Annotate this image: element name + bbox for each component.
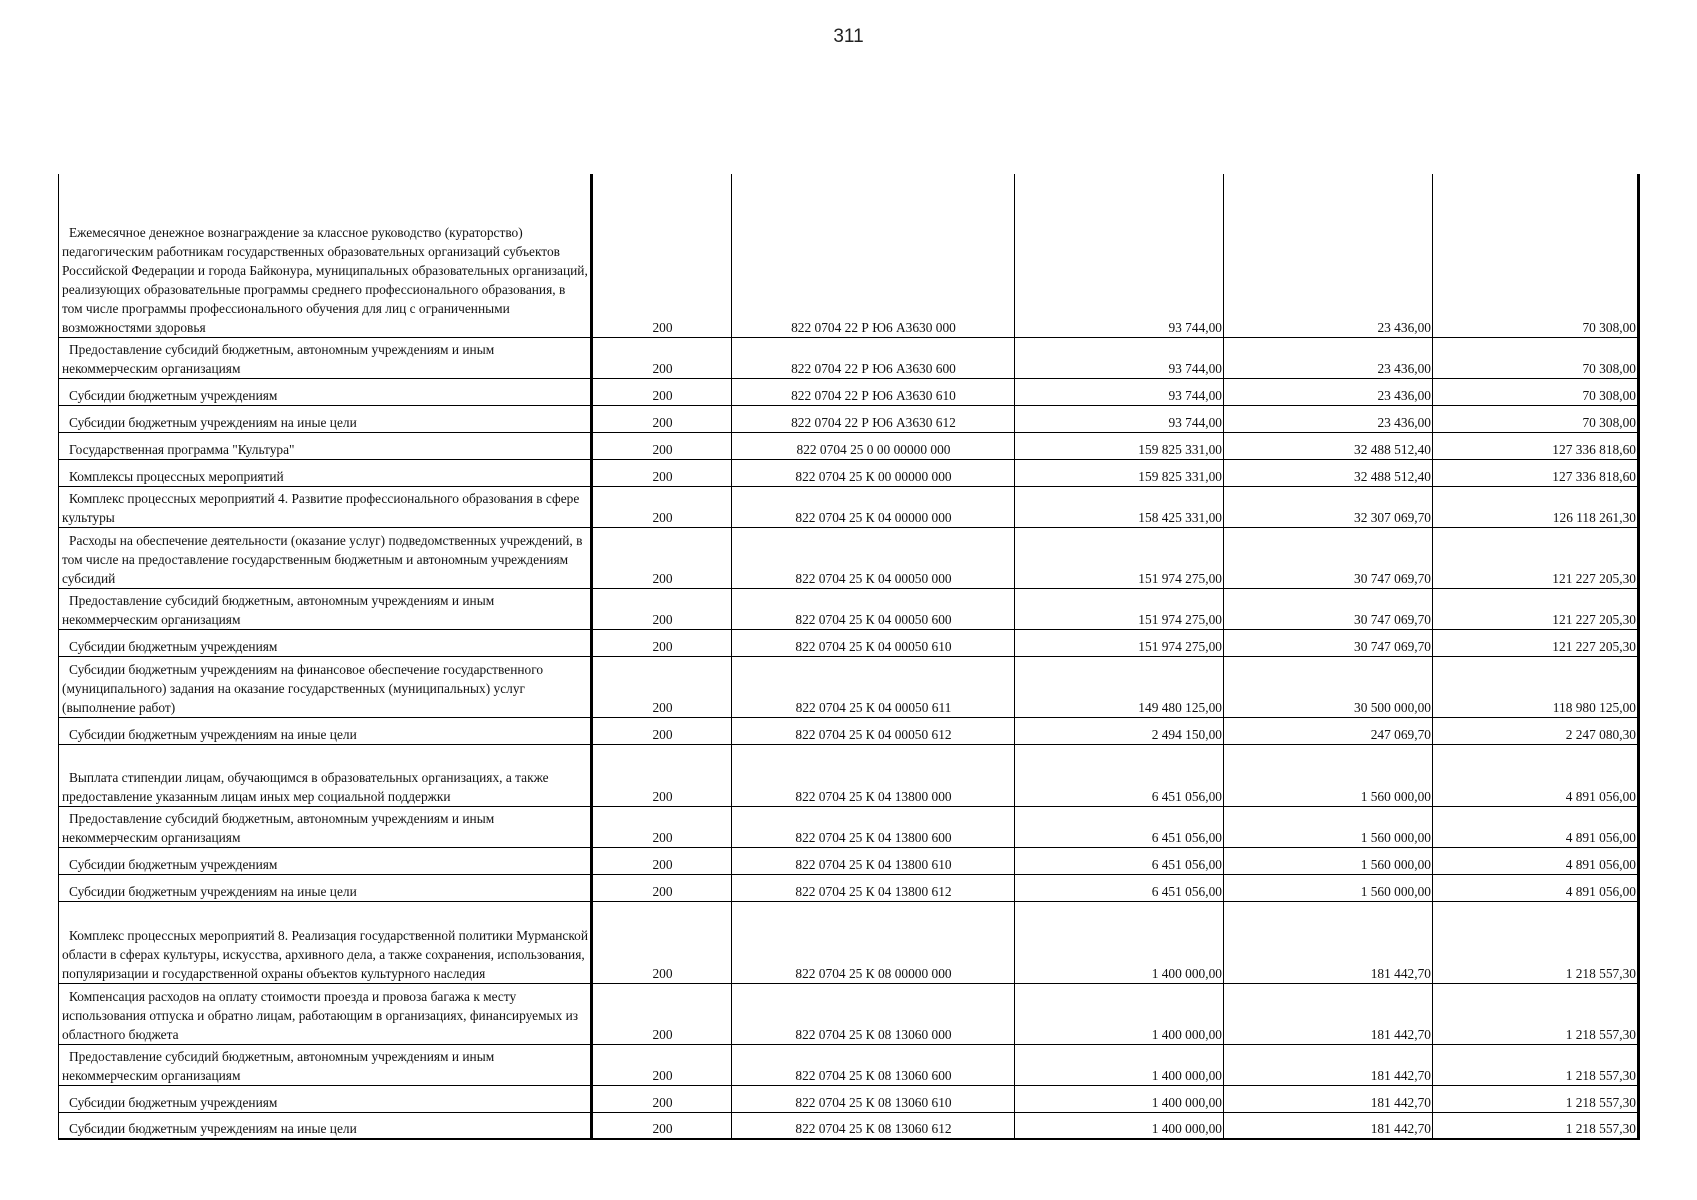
row-remaining-cell: 70 308,00: [1433, 337, 1639, 378]
row-executed-cell: 23 436,00: [1224, 174, 1433, 337]
row-code-cell: 200: [592, 405, 732, 432]
row-name-cell: Компенсация расходов на оплату стоимости проезда и провоза багажа к месту использования отпуска и обратно лицам, работающим в организациях, финансируемых из областного бюджета: [59, 983, 592, 1044]
row-remaining-cell: 70 308,00: [1433, 405, 1639, 432]
row-name-cell: Предоставление субсидий бюджетным, автономным учреждениям и иным некоммерческим организациям: [59, 806, 592, 847]
row-approved-cell: 1 400 000,00: [1015, 983, 1224, 1044]
row-kbk-cell: 822 0704 25 К 04 00050 610: [732, 629, 1015, 656]
row-name-cell: Субсидии бюджетным учреждениям: [59, 378, 592, 405]
row-code-cell: 200: [592, 847, 732, 874]
row-remaining-cell: 4 891 056,00: [1433, 744, 1639, 806]
row-kbk-cell: 822 0704 25 К 04 13800 612: [732, 874, 1015, 901]
row-code-cell: 200: [592, 629, 732, 656]
row-name-cell: Субсидии бюджетным учреждениям: [59, 629, 592, 656]
row-remaining-cell: 1 218 557,30: [1433, 1044, 1639, 1085]
row-code-cell: 200: [592, 1044, 732, 1085]
row-approved-cell: 151 974 275,00: [1015, 629, 1224, 656]
row-code-cell: 200: [592, 901, 732, 983]
table-row: [59, 378, 1639, 405]
row-remaining-cell: 121 227 205,30: [1433, 527, 1639, 588]
row-kbk-cell: 822 0704 25 К 04 13800 610: [732, 847, 1015, 874]
row-remaining-cell: 1 218 557,30: [1433, 901, 1639, 983]
row-code-cell: 200: [592, 337, 732, 378]
row-executed-cell: 1 560 000,00: [1224, 847, 1433, 874]
row-kbk-cell: 822 0704 25 К 08 13060 612: [732, 1112, 1015, 1139]
row-executed-cell: 181 442,70: [1224, 1112, 1433, 1139]
row-remaining-cell: 1 218 557,30: [1433, 1085, 1639, 1112]
budget-table: [58, 174, 1640, 1140]
row-name-cell: Субсидии бюджетным учреждениям на иные цели: [59, 874, 592, 901]
row-remaining-cell: 2 247 080,30: [1433, 717, 1639, 744]
row-kbk-cell: 822 0704 25 К 00 00000 000: [732, 459, 1015, 486]
row-executed-cell: 23 436,00: [1224, 337, 1433, 378]
row-code-cell: 200: [592, 656, 732, 717]
row-name-cell: Субсидии бюджетным учреждениям на финансовое обеспечение государственного (муниципального) задания на оказание государственных (муниципальных) услуг (выполнение работ): [59, 656, 592, 717]
row-code-cell: 200: [592, 174, 732, 337]
row-executed-cell: 30 500 000,00: [1224, 656, 1433, 717]
table-row: [59, 1112, 1639, 1139]
row-kbk-cell: 822 0704 25 К 08 13060 610: [732, 1085, 1015, 1112]
row-name-cell: Субсидии бюджетным учреждениям на иные цели: [59, 405, 592, 432]
row-approved-cell: 93 744,00: [1015, 405, 1224, 432]
row-approved-cell: 151 974 275,00: [1015, 588, 1224, 629]
row-kbk-cell: 822 0704 25 К 04 00050 600: [732, 588, 1015, 629]
table-row: [59, 744, 1639, 806]
row-name-cell: Государственная программа "Культура": [59, 432, 592, 459]
row-code-cell: 200: [592, 806, 732, 847]
row-approved-cell: 1 400 000,00: [1015, 901, 1224, 983]
row-approved-cell: 159 825 331,00: [1015, 432, 1224, 459]
row-remaining-cell: 4 891 056,00: [1433, 847, 1639, 874]
row-remaining-cell: 127 336 818,60: [1433, 432, 1639, 459]
row-name-cell: Расходы на обеспечение деятельности (оказание услуг) подведомственных учреждений, в том числе на предоставление государственным бюджетным и автономным учреждениям субсидий: [59, 527, 592, 588]
row-executed-cell: 181 442,70: [1224, 1085, 1433, 1112]
row-approved-cell: 93 744,00: [1015, 174, 1224, 337]
row-remaining-cell: 70 308,00: [1433, 174, 1639, 337]
row-code-cell: 200: [592, 459, 732, 486]
table-row: [59, 527, 1639, 588]
row-code-cell: 200: [592, 527, 732, 588]
row-name-cell: Комплексы процессных мероприятий: [59, 459, 592, 486]
row-executed-cell: 181 442,70: [1224, 901, 1433, 983]
row-approved-cell: 158 425 331,00: [1015, 486, 1224, 527]
row-executed-cell: 181 442,70: [1224, 1044, 1433, 1085]
table-row: [59, 1085, 1639, 1112]
row-approved-cell: 93 744,00: [1015, 337, 1224, 378]
table-row: [59, 629, 1639, 656]
row-executed-cell: 1 560 000,00: [1224, 744, 1433, 806]
row-approved-cell: 1 400 000,00: [1015, 1044, 1224, 1085]
row-approved-cell: 159 825 331,00: [1015, 459, 1224, 486]
row-approved-cell: 6 451 056,00: [1015, 744, 1224, 806]
row-remaining-cell: 121 227 205,30: [1433, 629, 1639, 656]
row-name-cell: Предоставление субсидий бюджетным, автономным учреждениям и иным некоммерческим организациям: [59, 1044, 592, 1085]
row-name-cell: Комплекс процессных мероприятий 4. Развитие профессионального образования в сфере культуры: [59, 486, 592, 527]
row-executed-cell: 181 442,70: [1224, 983, 1433, 1044]
row-kbk-cell: 822 0704 25 К 04 00000 000: [732, 486, 1015, 527]
row-executed-cell: 30 747 069,70: [1224, 588, 1433, 629]
table-row: [59, 174, 1639, 337]
row-name-cell: Предоставление субсидий бюджетным, автономным учреждениям и иным некоммерческим организациям: [59, 588, 592, 629]
row-kbk-cell: 822 0704 25 К 04 13800 600: [732, 806, 1015, 847]
row-kbk-cell: 822 0704 22 Р Ю6 А3630 610: [732, 378, 1015, 405]
row-kbk-cell: 822 0704 25 К 04 00050 612: [732, 717, 1015, 744]
row-executed-cell: 23 436,00: [1224, 405, 1433, 432]
row-remaining-cell: 1 218 557,30: [1433, 983, 1639, 1044]
table-row: [59, 874, 1639, 901]
row-kbk-cell: 822 0704 25 К 08 13060 000: [732, 983, 1015, 1044]
table-row: [59, 588, 1639, 629]
row-executed-cell: 30 747 069,70: [1224, 629, 1433, 656]
table-row: [59, 432, 1639, 459]
row-name-cell: Предоставление субсидий бюджетным, автономным учреждениям и иным некоммерческим организациям: [59, 337, 592, 378]
row-approved-cell: 6 451 056,00: [1015, 847, 1224, 874]
row-remaining-cell: 4 891 056,00: [1433, 806, 1639, 847]
row-code-cell: 200: [592, 1112, 732, 1139]
page-number: 311: [833, 26, 864, 47]
row-approved-cell: 1 400 000,00: [1015, 1112, 1224, 1139]
row-remaining-cell: 1 218 557,30: [1433, 1112, 1639, 1139]
row-approved-cell: 149 480 125,00: [1015, 656, 1224, 717]
row-executed-cell: 32 307 069,70: [1224, 486, 1433, 527]
table-row: [59, 901, 1639, 983]
row-name-cell: Субсидии бюджетным учреждениям на иные цели: [59, 717, 592, 744]
table-row: [59, 717, 1639, 744]
row-executed-cell: 32 488 512,40: [1224, 432, 1433, 459]
row-name-cell: Субсидии бюджетным учреждениям: [59, 847, 592, 874]
table-row: [59, 983, 1639, 1044]
row-name-cell: Выплата стипендии лицам, обучающимся в образовательных организациях, а также предоставление указанным лицам иных мер социальной поддержки: [59, 744, 592, 806]
row-remaining-cell: 70 308,00: [1433, 378, 1639, 405]
row-code-cell: 200: [592, 983, 732, 1044]
row-approved-cell: 2 494 150,00: [1015, 717, 1224, 744]
table-row: [59, 405, 1639, 432]
row-executed-cell: 1 560 000,00: [1224, 874, 1433, 901]
row-code-cell: 200: [592, 432, 732, 459]
row-code-cell: 200: [592, 1085, 732, 1112]
row-approved-cell: 93 744,00: [1015, 378, 1224, 405]
row-approved-cell: 1 400 000,00: [1015, 1085, 1224, 1112]
row-executed-cell: 30 747 069,70: [1224, 527, 1433, 588]
row-remaining-cell: 4 891 056,00: [1433, 874, 1639, 901]
row-remaining-cell: 127 336 818,60: [1433, 459, 1639, 486]
table-row: [59, 656, 1639, 717]
row-kbk-cell: 822 0704 25 К 08 13060 600: [732, 1044, 1015, 1085]
row-approved-cell: 6 451 056,00: [1015, 806, 1224, 847]
table-row: [59, 486, 1639, 527]
row-approved-cell: 6 451 056,00: [1015, 874, 1224, 901]
row-code-cell: 200: [592, 588, 732, 629]
row-remaining-cell: 121 227 205,30: [1433, 588, 1639, 629]
row-name-cell: Комплекс процессных мероприятий 8. Реализация государственной политики Мурманской области в сферах культуры, искусства, архивного дела, а также сохранения, использования, популяризации и государственной охраны объектов культурного наследия: [59, 901, 592, 983]
row-executed-cell: 32 488 512,40: [1224, 459, 1433, 486]
table-row: [59, 459, 1639, 486]
row-executed-cell: 23 436,00: [1224, 378, 1433, 405]
row-remaining-cell: 126 118 261,30: [1433, 486, 1639, 527]
row-approved-cell: 151 974 275,00: [1015, 527, 1224, 588]
row-kbk-cell: 822 0704 22 Р Ю6 А3630 600: [732, 337, 1015, 378]
table-row: [59, 806, 1639, 847]
table-row: [59, 337, 1639, 378]
table-row: [59, 847, 1639, 874]
row-kbk-cell: 822 0704 22 Р Ю6 А3630 612: [732, 405, 1015, 432]
row-kbk-cell: 822 0704 25 0 00 00000 000: [732, 432, 1015, 459]
table-row: [59, 1044, 1639, 1085]
row-name-cell: Субсидии бюджетным учреждениям на иные цели: [59, 1112, 592, 1139]
row-name-cell: Ежемесячное денежное вознаграждение за классное руководство (кураторство) педагогическим работникам государственных образовательных организаций субъектов Российской Федерации и города Байконура, муниципальных образовательных организаций, реализующих образовательные программы среднего профессионального образования, в том числе программы профессионального обучения для лиц с ограниченными возможностями здоровья: [59, 174, 592, 337]
table-body: [59, 174, 1639, 1139]
row-kbk-cell: 822 0704 22 Р Ю6 А3630 000: [732, 174, 1015, 337]
row-kbk-cell: 822 0704 25 К 04 00050 611: [732, 656, 1015, 717]
row-executed-cell: 1 560 000,00: [1224, 806, 1433, 847]
row-remaining-cell: 118 980 125,00: [1433, 656, 1639, 717]
row-code-cell: 200: [592, 378, 732, 405]
row-code-cell: 200: [592, 744, 732, 806]
row-code-cell: 200: [592, 486, 732, 527]
row-code-cell: 200: [592, 874, 732, 901]
row-code-cell: 200: [592, 717, 732, 744]
row-kbk-cell: 822 0704 25 К 04 13800 000: [732, 744, 1015, 806]
row-kbk-cell: 822 0704 25 К 04 00050 000: [732, 527, 1015, 588]
row-name-cell: Субсидии бюджетным учреждениям: [59, 1085, 592, 1112]
row-kbk-cell: 822 0704 25 К 08 00000 000: [732, 901, 1015, 983]
row-executed-cell: 247 069,70: [1224, 717, 1433, 744]
